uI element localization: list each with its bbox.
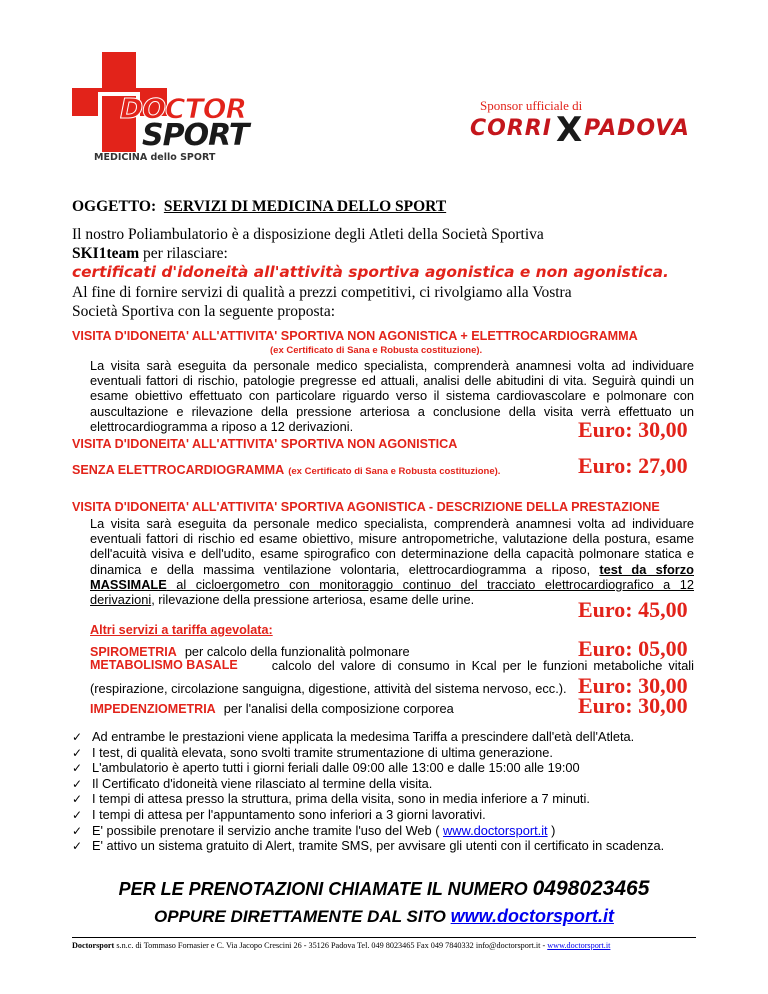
list-item: ✓ I test, di qualità elevata, sono svolti tramite strumentazione di ultima generazione. [72, 744, 553, 760]
footer-divider [72, 937, 696, 938]
notes-list [72, 728, 712, 853]
cta-website-link[interactable]: www.doctorsport.it [450, 906, 614, 926]
intro-line4: Società Sportiva con la seguente proposta: [72, 303, 336, 320]
section3-body: La visita sarà eseguita da personale medico specialista, comprenderà anamnesi volta ad individuare eventuali fattori di rischio ed esame obiettivo, misure antropometriche, valutazione della postura, esame dell'acuità visiva e dell'udito, esame spirografico con determinazione della capacità polmonare statica e dinamica e della massima ventilazione volontaria, elettrocardiogramma a riposo, test da sforzo MASSIMALE al cicloergometro con monitoraggio continuo del tracciato elettrocardiografico a 12 derivazioni, rilevazione della pressione arteriosa, esame delle urine. [90, 516, 694, 608]
checkmark-icon: ✓ [72, 745, 83, 760]
logo-tagline: MEDICINA dello SPORT [94, 152, 216, 163]
section1-price: Euro: 30,00 [578, 417, 688, 442]
metabolismo-price: Euro: 30,00 [578, 673, 688, 698]
subject-label: OGGETTO: [72, 198, 157, 215]
others-title: Altri servizi a tariffa agevolata: [90, 623, 273, 637]
checkmark-icon: ✓ [72, 761, 83, 776]
checkmark-icon: ✓ [72, 776, 83, 791]
sponsor-logo [470, 110, 692, 150]
metabolismo-line1: METABOLISMO BASALE calcolo del valore di consumo in Kcal per le funzioni metaboliche vitali [90, 658, 694, 673]
list-item: ✓ Ad entrambe le prestazioni viene applicata la medesima Tariffa a prescindere dall'età dell'Atleta. [72, 729, 635, 744]
impedenziometria-price: Euro: 30,00 [578, 693, 688, 718]
checkmark-icon: ✓ [72, 823, 83, 838]
section1-title: VISITA D'IDONEITA' ALL'ATTIVITA' SPORTIVA NON AGONISTICA + ELETTROCARDIOGRAMMA [72, 329, 638, 343]
sponsor-label: Sponsor ufficiale di [480, 98, 583, 113]
logo-sport: SPORT [142, 118, 249, 153]
section1-subtitle: (ex Certificato di Sana e Robusta costituzione). [270, 345, 483, 356]
list-item: ✓ I tempi di attesa per l'appuntamento sono inferiori a 3 giorni lavorativi. [72, 806, 486, 822]
section3-title: VISITA D'IDONEITA' ALL'ATTIVITA' SPORTIVA AGONISTICA - DESCRIZIONE DELLA PRESTAZIONE [72, 500, 660, 514]
subject-text: SERVIZI DI MEDICINA DELLO SPORT [163, 198, 447, 215]
list-item: ✓ I tempi di attesa presso la struttura, prima della visita, sono in media inferiore a 7 minuti. [72, 791, 590, 807]
sponsor-corri: CORRI [470, 116, 552, 141]
cta-phone: 0498023465 [532, 877, 650, 900]
checkmark-icon: ✓ [72, 839, 83, 854]
team-name: SKI1team [72, 245, 140, 262]
list-item: ✓ L'ambulatorio è aperto tutti i giorni feriali dalle 09:00 alle 13:00 e dalle 15:00 alle 19:00 [72, 760, 580, 776]
logo-doctor: DOCTOR [120, 92, 247, 125]
list-item: ✓ E' attivo un sistema gratuito di Alert, tramite SMS, per avvisare gli utenti con il certificato in scadenza. [72, 838, 665, 854]
notes-website-link[interactable]: www.doctorsport.it [443, 822, 548, 838]
spirometria-price: Euro: 05,00 [578, 636, 688, 661]
sponsor-x-icon: X [556, 110, 583, 150]
section1-body: La visita sarà eseguita da personale medico specialista, comprenderà anamnesi volta ad individuare eventuali fattori di rischio, patologie pregresse ed attuali, analisi delle abitudini di vita. Seguirà quindi un esame obiettivo effettuato con particolare riguardo verso il sistema cardiovascolare e polmonare con auscultazione e rilevazione della pressione arteriosa a conclusione della visita verrà effettuato un elettrocardiogramma a riposo a 12 derivazioni. [90, 358, 694, 434]
impedenziometria-line: IMPEDENZIOMETRIA per l'analisi della composizione corporea [90, 701, 454, 716]
sponsor-padova: PADOVA [584, 116, 690, 141]
subject-line [72, 198, 446, 216]
section2-price: Euro: 27,00 [578, 453, 688, 478]
cta-line2: OPPURE DIRETTAMENTE DAL SITO www.doctorsport.it [154, 906, 614, 926]
section3-price: Euro: 45,00 [578, 597, 688, 622]
section2-title: VISITA D'IDONEITA' ALL'ATTIVITA' SPORTIVA NON AGONISTICA [72, 437, 458, 451]
list-item: ✓ Il Certificato d'idoneità viene rilasciato al termine della visita. [72, 775, 433, 791]
section3-test-sforzo: test da sforzo MASSIMALE [90, 561, 694, 592]
intro-line3: Al fine di fornire servizi di qualità a prezzi competitivi, ci rivolgiamo alla Vostra [72, 284, 572, 301]
section2-title2: SENZA ELETTROCARDIOGRAMMA (ex Certificato di Sana e Robusta costituzione). [72, 463, 501, 477]
list-item: ✓ E' possibile prenotare il servizio anche tramite l'uso del Web ( www.doctorsport.it ) [72, 822, 556, 838]
cta-line1: PER LE PRENOTAZIONI CHIAMATE IL NUMERO 0498023465 [118, 877, 650, 900]
footer: Doctorsport s.n.c. di Tommaso Fornasier e C. Via Jacopo Crescini 26 - 35126 Padova Tel. 049 8023465 Fax 049 7840332 info@doctorsport.it - www.doctorsport.it [72, 941, 611, 950]
spirometria-line: SPIROMETRIA per calcolo della funzionalità polmonare [90, 644, 410, 659]
checkmark-icon: ✓ [72, 792, 83, 807]
footer-website-link[interactable]: www.doctorsport.it [547, 941, 611, 950]
checkmark-icon: ✓ [72, 730, 83, 744]
intro-line2: SKI1team per rilasciare: [72, 245, 228, 262]
doctorsport-logo [72, 52, 257, 164]
metabolismo-line2: (respirazione, circolazione sanguigna, digestione, attività del sistema nervoso, ecc.). [90, 681, 567, 696]
intro-line1: Il nostro Poliambulatorio è a disposizione degli Atleti della Società Sportiva [72, 226, 544, 243]
checkmark-icon: ✓ [72, 807, 83, 822]
intro-headline: certificati d'idoneità all'attività sportiva agonistica e non agonistica. [72, 263, 669, 281]
